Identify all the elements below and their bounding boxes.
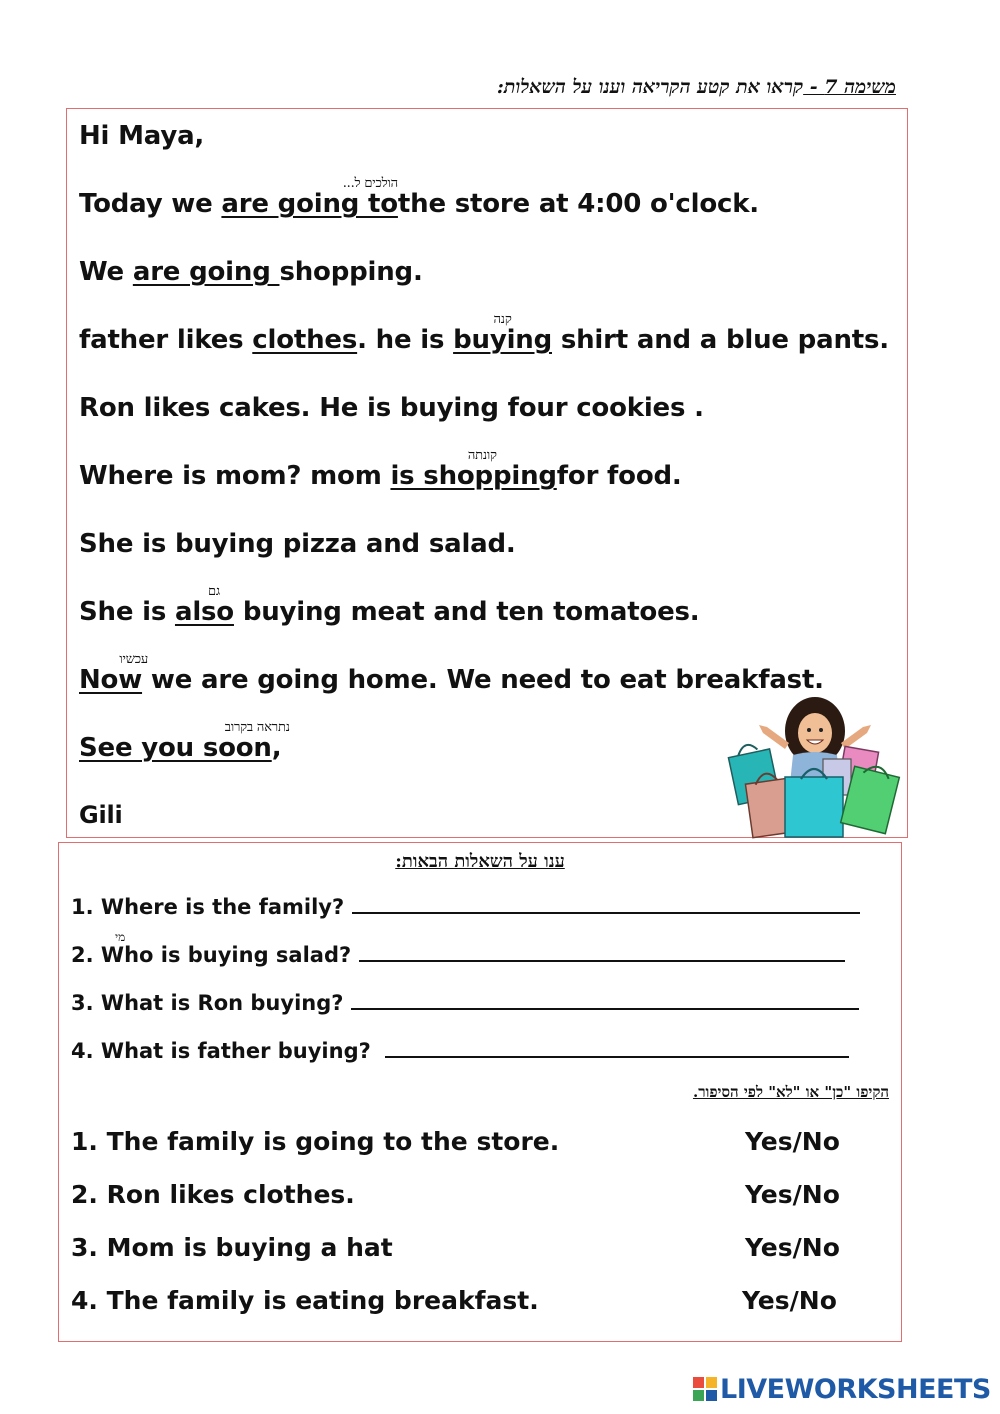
yes-no-statement-2: 2. Ron likes clothes. xyxy=(71,1180,355,1209)
answer-blank[interactable] xyxy=(351,992,859,1010)
letter-line-7 xyxy=(79,584,700,627)
questions-heading: ענו על השאלות הבאות: xyxy=(395,851,565,872)
yes-no-option-4[interactable]: Yes/No xyxy=(742,1286,837,1315)
text-segment: the store at 4:00 o'clock. xyxy=(397,189,759,219)
text-segment: father likes xyxy=(79,325,253,355)
question-text: 1. Where is the family? xyxy=(71,895,345,919)
text-segment: shirt and a blue pants. xyxy=(552,325,889,355)
logo-text: LIVEWORKSHEETS xyxy=(720,1373,991,1405)
hebrew-gloss: הולכים ל... xyxy=(342,176,398,191)
text-segment: Where is mom? mom xyxy=(79,461,391,491)
questions-box xyxy=(58,842,902,1342)
question-text xyxy=(71,930,352,967)
underlined-text: Now xyxy=(79,665,143,695)
hebrew-gloss: קנה xyxy=(493,312,512,327)
underlined-text: also xyxy=(174,597,234,627)
task-title xyxy=(370,76,896,99)
text-segment: for food. xyxy=(556,461,682,491)
letter-signature: Gili xyxy=(79,801,123,829)
circle-instruction: הקיפו "כן" או "לא" לפי הסיפור. xyxy=(692,1083,889,1101)
yes-no-statement-3: 3. Mom is buying a hat xyxy=(71,1233,393,1262)
letter-greeting: Hi Maya, xyxy=(79,121,205,151)
underlined-text: are going to xyxy=(221,189,398,219)
letter-line-9 xyxy=(79,720,290,763)
text-segment: buying meat and ten tomatoes. xyxy=(233,597,700,627)
text-segment: We xyxy=(79,257,133,287)
underlined-text: clothes xyxy=(252,325,358,355)
open-question-1 xyxy=(71,895,860,919)
underlined-text: are going xyxy=(132,257,280,287)
open-question-3 xyxy=(71,991,859,1015)
letter-line-8 xyxy=(79,652,824,695)
liveworksheets-logo xyxy=(692,1374,991,1404)
yes-no-option-3[interactable]: Yes/No xyxy=(745,1233,840,1262)
logo-icon xyxy=(692,1376,718,1402)
yes-no-statement-1: 1. The family is going to the store. xyxy=(71,1127,560,1156)
task-instruction: קראו את קטע הקריאה וענו על השאלות: xyxy=(496,76,804,98)
text-segment: Today we xyxy=(79,189,222,219)
glossed-phrase xyxy=(453,312,552,355)
underlined-text: buying xyxy=(453,325,552,355)
open-question-4 xyxy=(71,1039,849,1063)
letter-line-4: Ron likes cakes. He is buying four cookies . xyxy=(79,393,704,423)
letter-line-6: She is buying pizza and salad. xyxy=(79,529,516,559)
text-segment: She is xyxy=(79,597,175,627)
reading-passage-box xyxy=(66,108,908,838)
glossed-phrase xyxy=(221,176,398,219)
hebrew-gloss: עכשיו xyxy=(119,652,149,667)
letter-line-1 xyxy=(79,176,759,219)
glossed-phrase xyxy=(390,448,557,491)
open-question-2 xyxy=(71,930,845,967)
hebrew-gloss: מי xyxy=(115,930,126,944)
question-text: 4. What is father buying? xyxy=(71,1039,371,1063)
text-segment: shopping. xyxy=(279,257,423,287)
letter-line-3 xyxy=(79,312,889,355)
question-text: 3. What is Ron buying? xyxy=(71,991,344,1015)
underlined-text: See you soon xyxy=(79,733,272,763)
glossed-phrase xyxy=(79,720,290,763)
hebrew-gloss: גם xyxy=(207,584,220,599)
glossed-phrase xyxy=(174,584,234,627)
yes-no-statement-4: 4. The family is eating breakfast. xyxy=(71,1286,539,1315)
text-segment: . he is xyxy=(357,325,454,355)
letter-line-2 xyxy=(79,257,423,287)
yes-no-option-2[interactable]: Yes/No xyxy=(745,1180,840,1209)
answer-blank[interactable] xyxy=(385,1040,849,1058)
question-label: 2. Who is buying salad? xyxy=(71,943,352,967)
underlined-text: is shopping xyxy=(390,461,557,491)
answer-blank[interactable] xyxy=(352,896,860,914)
letter-line-5 xyxy=(79,448,682,491)
answer-blank[interactable] xyxy=(359,944,845,962)
glossed-phrase xyxy=(79,652,149,695)
yes-no-option-1[interactable]: Yes/No xyxy=(745,1127,840,1156)
text-segment: we are going home. We need to eat breakfast. xyxy=(142,665,824,695)
shopping-girl-illustration xyxy=(723,693,901,839)
task-number: משימה 7 - xyxy=(803,76,896,98)
text-segment: , xyxy=(271,733,282,763)
hebrew-gloss: נתראה בקרוב xyxy=(224,720,290,735)
hebrew-gloss: קונתה xyxy=(467,448,497,463)
